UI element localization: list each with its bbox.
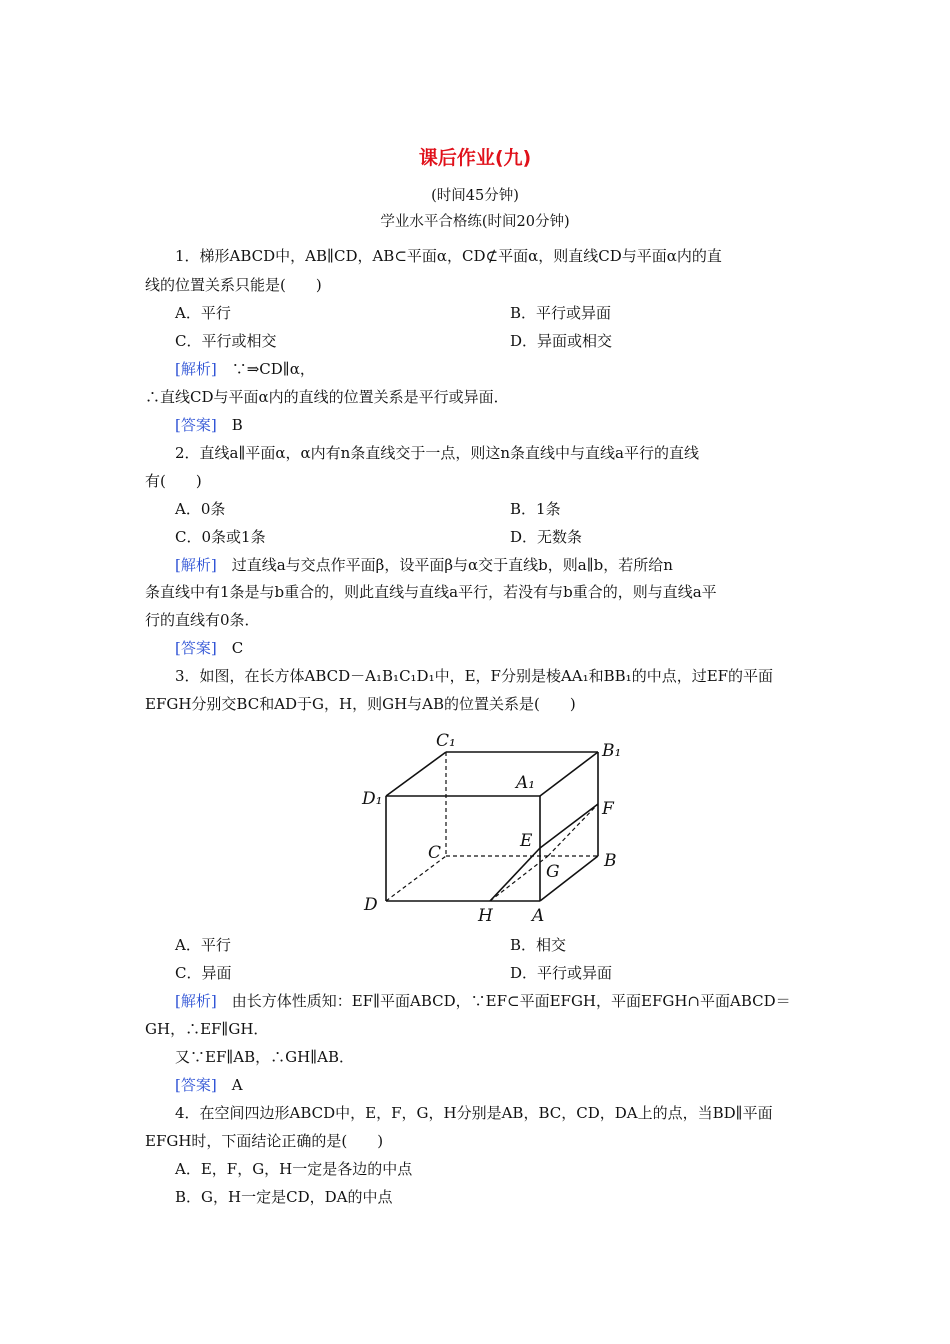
- q4-stem-line1: 4．在空间四边形ABCD中，E，F，G，H分别是AB，BC，CD，DA上的点，当BD∥平面: [175, 1104, 773, 1122]
- q2-option-b: B．1条: [510, 500, 561, 518]
- q1-analysis: [175, 359, 315, 379]
- q2-option-d: D．无数条: [510, 528, 583, 546]
- q2-analysis-text2: 条直线中有1条是与b重合的，则此直线与直线a平行，若没有与b重合的，则与直线a平: [145, 583, 717, 601]
- q3-answer-value: A: [231, 1076, 243, 1094]
- q3-option-a: A．平行: [175, 936, 231, 954]
- label-A: A: [532, 906, 545, 926]
- q2-analysis-text3: 行的直线有0条．: [145, 611, 260, 629]
- q2-answer-value: C: [231, 639, 244, 657]
- q1-analysis-text2: ∴直线CD与平面α内的直线的位置关系是平行或异面．: [145, 388, 509, 406]
- section-heading: 学业水平合格练(时间20分钟): [380, 214, 570, 230]
- q2-stem-line2: 有( ): [145, 472, 202, 490]
- q2-option-a: A．0条: [175, 500, 226, 518]
- edge-A1B1: [540, 752, 598, 796]
- label-H: H: [478, 906, 493, 926]
- q2-analysis-text1: 过直线a与交点作平面β，设平面β与α交于直线b，则a∥b，若所给n: [231, 556, 673, 574]
- q3-analysis-text1: 由长方体性质知：EF∥平面ABCD，∵EF⊂平面EFGH，平面EFGH∩平面ABCD＝: [231, 992, 791, 1010]
- label-E: E: [520, 831, 533, 851]
- hidden-edge-GF: [548, 804, 598, 856]
- edge-EF: [540, 804, 598, 848]
- q1-stem-line1: 1．梯形ABCD中，AB∥CD，AB⊂平面α，CD⊄平面α，则直线CD与平面α内的直: [175, 247, 722, 265]
- q3-stem-line2: EFGH分别交BC和AD于G，H，则GH与AB的位置关系是( ): [145, 695, 576, 713]
- q2-option-c: C．0条或1条: [175, 528, 266, 546]
- q1-option-a: A．平行: [175, 304, 231, 322]
- label-D: D: [364, 895, 378, 915]
- q3-analysis: [175, 991, 791, 1011]
- q3-option-b: B．相交: [510, 936, 567, 954]
- q1-answer-value: B: [231, 416, 243, 434]
- label-B1: B₁: [602, 741, 622, 761]
- label-F: F: [602, 799, 614, 819]
- q1-stem-line2: 线的位置关系只能是( ): [145, 276, 322, 294]
- q4-option-a: A．E，F，G，H一定是各边的中点: [175, 1160, 413, 1178]
- q1-option-b: B．平行或异面: [510, 304, 612, 322]
- q3-answer: [175, 1075, 243, 1095]
- label-C: C: [428, 843, 442, 863]
- q3-analysis-text2: GH，∴EF∥GH．: [145, 1020, 269, 1038]
- label-G: G: [546, 862, 560, 882]
- answer-tag: [答案]: [175, 416, 217, 434]
- edge-D1C1: [386, 752, 446, 796]
- q1-option-c: C．平行或相交: [175, 332, 277, 350]
- q2-analysis: [175, 555, 673, 575]
- q3-analysis-text3: 又∵EF∥AB，∴GH∥AB．: [175, 1048, 354, 1066]
- analysis-tag: [解析]: [175, 360, 217, 378]
- label-C1: C₁: [436, 731, 456, 751]
- time-limit: (时间45分钟): [431, 188, 519, 204]
- answer-tag: [答案]: [175, 1076, 217, 1094]
- page-title: 课后作业(九): [418, 147, 532, 169]
- q3-stem-line1: 3．如图，在长方体ABCD－A₁B₁C₁D₁中，E，F分别是棱AA₁和BB₁的中点，过EF的平面: [175, 667, 774, 685]
- q3-option-d: D．平行或异面: [510, 964, 613, 982]
- q4-stem-line2: EFGH时，下面结论正确的是( ): [145, 1132, 384, 1150]
- q1-analysis-text1: ∵⇒CD∥α，: [231, 360, 315, 378]
- q1-answer: [175, 415, 243, 435]
- analysis-tag: [解析]: [175, 992, 217, 1010]
- cuboid-figure: [350, 728, 630, 928]
- q4-option-b: B．G，H一定是CD，DA的中点: [175, 1188, 393, 1206]
- q1-option-d: D．异面或相交: [510, 332, 613, 350]
- q2-answer: [175, 638, 243, 658]
- label-B: B: [604, 851, 617, 871]
- q2-stem-line1: 2．直线a∥平面α，α内有n条直线交于一点，则这n条直线中与直线a平行的直线: [175, 444, 699, 462]
- answer-tag: [答案]: [175, 639, 217, 657]
- label-A1: A₁: [516, 773, 536, 793]
- q3-option-c: C．异面: [175, 964, 232, 982]
- label-D1: D₁: [362, 789, 383, 809]
- analysis-tag: [解析]: [175, 556, 217, 574]
